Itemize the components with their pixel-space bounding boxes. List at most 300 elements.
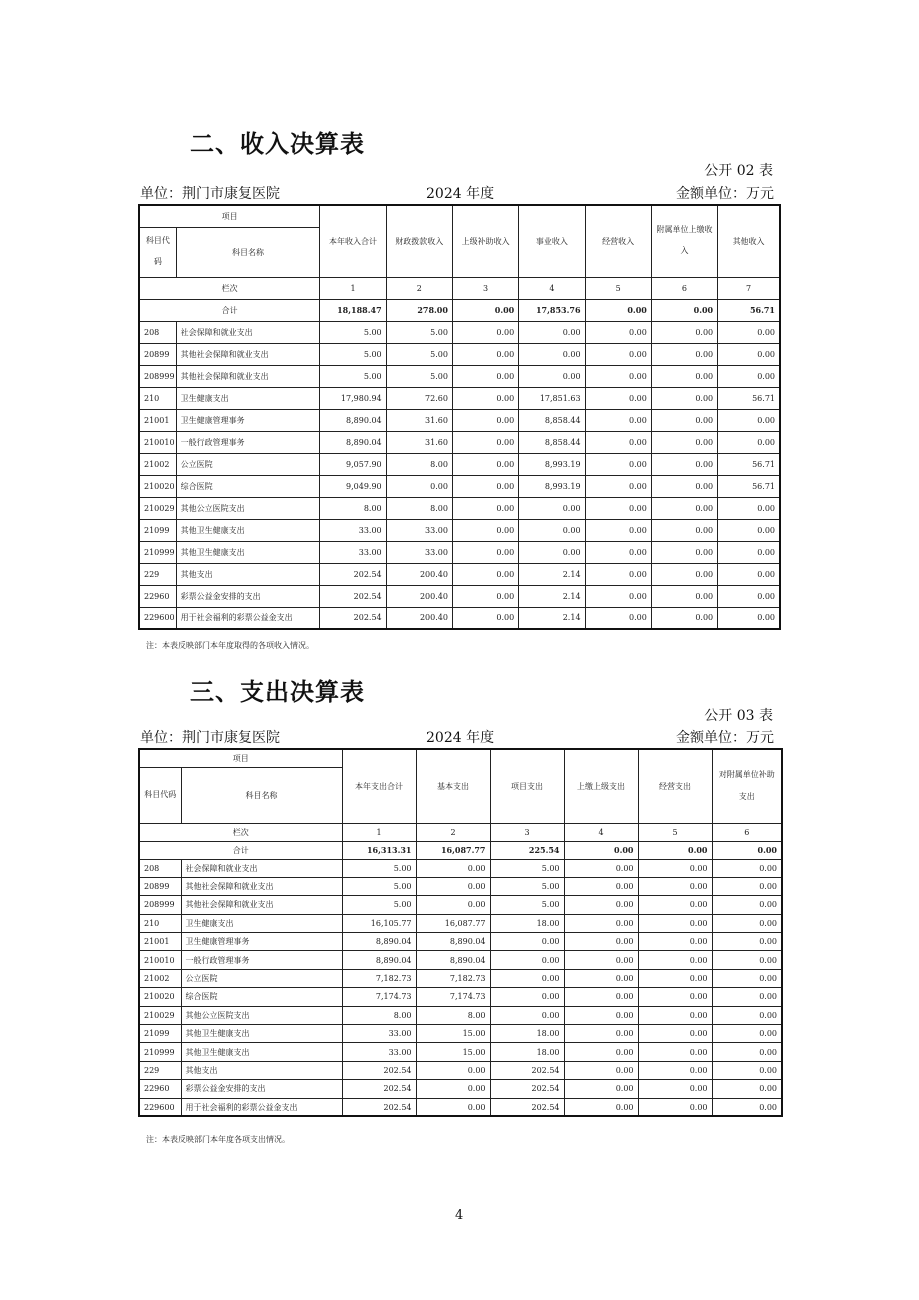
expense-row-value: 0.00 xyxy=(712,1006,782,1024)
income-row-value: 31.60 xyxy=(386,409,452,431)
income-row-value: 0.00 xyxy=(718,519,780,541)
income-col-header: 财政拨款收入 xyxy=(386,205,452,277)
income-row-value: 0.00 xyxy=(718,409,780,431)
expense-row-value: 33.00 xyxy=(342,1043,416,1061)
expense-row-value: 8,890.04 xyxy=(416,933,490,951)
expense-row-value: 202.54 xyxy=(490,1061,564,1079)
expense-row-code: 229600 xyxy=(139,1098,181,1116)
expense-row-value: 5.00 xyxy=(490,896,564,914)
expense-row-code: 229 xyxy=(139,1061,181,1079)
income-row-value: 200.40 xyxy=(386,607,452,629)
expense-row-value: 202.54 xyxy=(342,1098,416,1116)
expense-row-name: 其他卫生健康支出 xyxy=(181,1043,342,1061)
expense-row-value: 0.00 xyxy=(712,933,782,951)
income-row-value: 33.00 xyxy=(386,541,452,563)
income-row-name: 彩票公益金安排的支出 xyxy=(176,585,320,607)
expense-row-value: 0.00 xyxy=(564,1061,638,1079)
expense-row-value: 0.00 xyxy=(416,859,490,877)
income-col-header: 其他收入 xyxy=(718,205,780,277)
expense-total-value: 0.00 xyxy=(564,841,638,859)
income-row-value: 0.00 xyxy=(718,541,780,563)
income-table xyxy=(138,204,781,630)
expense-row-value: 16,105.77 xyxy=(342,914,416,932)
expense-row-value: 0.00 xyxy=(490,951,564,969)
expense-col-number: 2 xyxy=(416,823,490,841)
income-row-value: 2.14 xyxy=(519,607,585,629)
income-table-row xyxy=(139,453,780,475)
expense-row-value: 202.54 xyxy=(490,1080,564,1098)
expense-row-code: 210010 xyxy=(139,951,181,969)
income-row-value: 0.00 xyxy=(386,475,452,497)
income-row-value: 56.71 xyxy=(718,475,780,497)
income-total-value: 278.00 xyxy=(386,299,452,321)
income-row-code: 21002 xyxy=(139,453,176,475)
expense-form-number: 公开 03 表 xyxy=(704,708,773,724)
income-form-number: 公开 02 表 xyxy=(704,163,773,179)
expense-table-row xyxy=(139,877,782,895)
income-note: 注：本表反映部门本年度取得的各项收入情况。 xyxy=(146,641,314,650)
expense-row-value: 0.00 xyxy=(564,859,638,877)
income-row-name: 其他社会保障和就业支出 xyxy=(176,343,320,365)
income-row-value: 0.00 xyxy=(452,519,518,541)
income-table-row xyxy=(139,497,780,519)
income-col-header: 经营收入 xyxy=(585,205,651,277)
income-row-value: 8.00 xyxy=(320,497,386,519)
income-row-value: 0.00 xyxy=(452,585,518,607)
income-row-value: 31.60 xyxy=(386,431,452,453)
income-row-value: 0.00 xyxy=(585,409,651,431)
expense-row-value: 0.00 xyxy=(564,1025,638,1043)
expense-header-name: 科目名称 xyxy=(181,767,342,823)
income-row-code: 21001 xyxy=(139,409,176,431)
expense-row-name: 卫生健康支出 xyxy=(181,914,342,932)
expense-amount-unit-label: 金额单位：万元 xyxy=(676,730,774,746)
income-row-value: 56.71 xyxy=(718,453,780,475)
income-row-value: 0.00 xyxy=(452,497,518,519)
expense-row-value: 0.00 xyxy=(638,896,712,914)
income-row-value: 8.00 xyxy=(386,497,452,519)
income-row-value: 0.00 xyxy=(452,387,518,409)
expense-row-value: 0.00 xyxy=(564,896,638,914)
income-row-code: 208 xyxy=(139,321,176,343)
expense-row-value: 0.00 xyxy=(564,969,638,987)
expense-row-value: 0.00 xyxy=(638,914,712,932)
income-table-row xyxy=(139,409,780,431)
income-row-value: 56.71 xyxy=(718,387,780,409)
expense-row-value: 0.00 xyxy=(564,951,638,969)
income-table-row xyxy=(139,475,780,497)
expense-row-value: 0.00 xyxy=(490,969,564,987)
income-header-name: 科目名称 xyxy=(176,227,320,277)
expense-section-title: 三、支出决算表 xyxy=(190,678,365,706)
income-total-row xyxy=(139,299,780,321)
expense-row-value: 0.00 xyxy=(638,1098,712,1116)
income-row-value: 0.00 xyxy=(651,453,717,475)
income-row-value: 0.00 xyxy=(519,519,585,541)
income-row-value: 0.00 xyxy=(452,343,518,365)
income-row-value: 9,049.90 xyxy=(320,475,386,497)
income-col-number: 6 xyxy=(651,277,717,299)
expense-table-row xyxy=(139,1025,782,1043)
expense-row-name: 公立医院 xyxy=(181,969,342,987)
page-number: 4 xyxy=(455,1208,464,1223)
income-row-value: 8,858.44 xyxy=(519,431,585,453)
income-row-code: 21099 xyxy=(139,519,176,541)
income-table-row xyxy=(139,321,780,343)
expense-row-code: 210020 xyxy=(139,988,181,1006)
income-row-value: 72.60 xyxy=(386,387,452,409)
income-row-value: 0.00 xyxy=(651,431,717,453)
income-table-row xyxy=(139,343,780,365)
expense-row-value: 0.00 xyxy=(638,1025,712,1043)
income-col-number: 4 xyxy=(519,277,585,299)
income-row-name: 一般行政管理事务 xyxy=(176,431,320,453)
expense-row-value: 202.54 xyxy=(342,1080,416,1098)
expense-row-name: 其他支出 xyxy=(181,1061,342,1079)
income-table-row xyxy=(139,607,780,629)
income-row-code: 229 xyxy=(139,563,176,585)
expense-row-value: 0.00 xyxy=(712,914,782,932)
income-total-label: 合计 xyxy=(139,299,320,321)
income-row-value: 0.00 xyxy=(718,431,780,453)
expense-unit-label: 单位：荆门市康复医院 xyxy=(140,730,280,746)
expense-row-name: 其他社会保障和就业支出 xyxy=(181,877,342,895)
income-row-value: 0.00 xyxy=(452,453,518,475)
expense-row-value: 5.00 xyxy=(342,859,416,877)
expense-row-value: 5.00 xyxy=(342,896,416,914)
expense-col-header: 基本支出 xyxy=(416,749,490,823)
expense-row-code: 21099 xyxy=(139,1025,181,1043)
expense-row-value: 15.00 xyxy=(416,1043,490,1061)
expense-row-value: 0.00 xyxy=(564,877,638,895)
income-table-row xyxy=(139,387,780,409)
income-row-value: 0.00 xyxy=(452,321,518,343)
income-section-title: 二、收入决算表 xyxy=(190,130,365,158)
income-row-code: 208999 xyxy=(139,365,176,387)
income-table-row xyxy=(139,585,780,607)
income-row-name: 公立医院 xyxy=(176,453,320,475)
expense-row-value: 0.00 xyxy=(490,1006,564,1024)
income-row-code: 210010 xyxy=(139,431,176,453)
income-row-value: 0.00 xyxy=(585,497,651,519)
income-col-header: 附属单位上缴收入 xyxy=(651,205,717,277)
income-row-value: 0.00 xyxy=(585,541,651,563)
income-row-value: 0.00 xyxy=(651,343,717,365)
income-row-value: 0.00 xyxy=(519,365,585,387)
income-row-value: 0.00 xyxy=(651,519,717,541)
expense-row-value: 16,087.77 xyxy=(416,914,490,932)
income-row-code: 20899 xyxy=(139,343,176,365)
income-row-value: 5.00 xyxy=(386,343,452,365)
expense-row-value: 8,890.04 xyxy=(342,933,416,951)
expense-row-code: 210 xyxy=(139,914,181,932)
income-row-value: 0.00 xyxy=(585,431,651,453)
income-row-value: 33.00 xyxy=(386,519,452,541)
income-row-value: 202.54 xyxy=(320,607,386,629)
income-row-value: 9,057.90 xyxy=(320,453,386,475)
expense-table-row xyxy=(139,1080,782,1098)
income-year-label: 2024 年度 xyxy=(426,186,495,202)
expense-total-value: 0.00 xyxy=(712,841,782,859)
income-row-name: 其他社会保障和就业支出 xyxy=(176,365,320,387)
expense-total-value: 16,313.31 xyxy=(342,841,416,859)
income-row-value: 0.00 xyxy=(452,431,518,453)
income-row-value: 0.00 xyxy=(585,563,651,585)
income-col-number: 5 xyxy=(585,277,651,299)
expense-row-name: 其他公立医院支出 xyxy=(181,1006,342,1024)
income-row-value: 8,858.44 xyxy=(519,409,585,431)
income-row-value: 17,851.63 xyxy=(519,387,585,409)
income-row-value: 0.00 xyxy=(718,365,780,387)
income-row-value: 0.00 xyxy=(585,585,651,607)
expense-meta-row xyxy=(140,727,774,747)
expense-row-value: 0.00 xyxy=(712,988,782,1006)
expense-row-code: 208 xyxy=(139,859,181,877)
income-row-value: 200.40 xyxy=(386,563,452,585)
income-row-value: 5.00 xyxy=(320,365,386,387)
expense-row-value: 18.00 xyxy=(490,914,564,932)
expense-row-value: 5.00 xyxy=(342,877,416,895)
income-row-code: 210999 xyxy=(139,541,176,563)
expense-table-row xyxy=(139,1061,782,1079)
income-col-header: 上级补助收入 xyxy=(452,205,518,277)
income-col-header: 本年收入合计 xyxy=(320,205,386,277)
income-row-value: 0.00 xyxy=(452,541,518,563)
income-row-value: 0.00 xyxy=(651,409,717,431)
income-col-number: 2 xyxy=(386,277,452,299)
expense-row-code: 22960 xyxy=(139,1080,181,1098)
expense-row-value: 0.00 xyxy=(638,1043,712,1061)
expense-row-name: 卫生健康管理事务 xyxy=(181,933,342,951)
expense-row-value: 0.00 xyxy=(564,988,638,1006)
expense-row-value: 0.00 xyxy=(564,914,638,932)
expense-row-value: 18.00 xyxy=(490,1025,564,1043)
income-row-value: 0.00 xyxy=(452,563,518,585)
income-row-value: 0.00 xyxy=(519,541,585,563)
expense-total-label: 合计 xyxy=(139,841,342,859)
expense-row-value: 18.00 xyxy=(490,1043,564,1061)
income-row-code: 210 xyxy=(139,387,176,409)
expense-col-number: 5 xyxy=(638,823,712,841)
income-table-row xyxy=(139,541,780,563)
income-row-value: 0.00 xyxy=(651,365,717,387)
income-row-value: 5.00 xyxy=(386,321,452,343)
expense-row-value: 8.00 xyxy=(416,1006,490,1024)
income-row-value: 0.00 xyxy=(585,343,651,365)
income-row-value: 0.00 xyxy=(718,497,780,519)
expense-row-name: 彩票公益金安排的支出 xyxy=(181,1080,342,1098)
expense-row-value: 0.00 xyxy=(638,969,712,987)
income-row-value: 0.00 xyxy=(585,365,651,387)
income-row-value: 0.00 xyxy=(651,541,717,563)
expense-table-row xyxy=(139,896,782,914)
income-header-project: 项目 xyxy=(139,205,320,227)
expense-header-lanci: 栏次 xyxy=(139,823,342,841)
income-header-lanci: 栏次 xyxy=(139,277,320,299)
expense-total-row xyxy=(139,841,782,859)
expense-col-header: 本年支出合计 xyxy=(342,749,416,823)
income-row-name: 其他卫生健康支出 xyxy=(176,541,320,563)
expense-col-header: 对附属单位补助支出 xyxy=(712,749,782,823)
expense-header-code: 科目代码 xyxy=(139,767,181,823)
expense-table-row xyxy=(139,1006,782,1024)
income-row-value: 0.00 xyxy=(585,475,651,497)
expense-row-value: 8.00 xyxy=(342,1006,416,1024)
expense-row-value: 0.00 xyxy=(712,1025,782,1043)
expense-row-name: 其他卫生健康支出 xyxy=(181,1025,342,1043)
expense-row-value: 0.00 xyxy=(712,969,782,987)
income-total-value: 17,853.76 xyxy=(519,299,585,321)
expense-row-value: 7,182.73 xyxy=(416,969,490,987)
income-total-value: 0.00 xyxy=(452,299,518,321)
income-row-value: 0.00 xyxy=(651,387,717,409)
income-row-code: 210020 xyxy=(139,475,176,497)
expense-total-value: 225.54 xyxy=(490,841,564,859)
expense-row-value: 0.00 xyxy=(416,1080,490,1098)
expense-col-number: 1 xyxy=(342,823,416,841)
expense-row-value: 0.00 xyxy=(638,933,712,951)
income-row-value: 8.00 xyxy=(386,453,452,475)
income-row-value: 17,980.94 xyxy=(320,387,386,409)
expense-row-value: 0.00 xyxy=(712,896,782,914)
income-row-value: 0.00 xyxy=(651,563,717,585)
expense-row-value: 7,174.73 xyxy=(342,988,416,1006)
expense-row-value: 0.00 xyxy=(712,951,782,969)
expense-row-name: 社会保障和就业支出 xyxy=(181,859,342,877)
income-row-value: 0.00 xyxy=(452,607,518,629)
expense-row-code: 208999 xyxy=(139,896,181,914)
income-row-value: 5.00 xyxy=(320,343,386,365)
expense-row-value: 33.00 xyxy=(342,1025,416,1043)
income-row-name: 其他卫生健康支出 xyxy=(176,519,320,541)
expense-row-name: 一般行政管理事务 xyxy=(181,951,342,969)
expense-row-value: 0.00 xyxy=(490,933,564,951)
income-amount-unit-label: 金额单位：万元 xyxy=(676,186,774,202)
income-row-code: 210029 xyxy=(139,497,176,519)
income-row-value: 5.00 xyxy=(386,365,452,387)
expense-row-value: 0.00 xyxy=(638,1080,712,1098)
expense-row-name: 用于社会福利的彩票公益金支出 xyxy=(181,1098,342,1116)
expense-total-value: 16,087.77 xyxy=(416,841,490,859)
income-row-value: 0.00 xyxy=(651,475,717,497)
income-row-value: 0.00 xyxy=(651,585,717,607)
expense-row-value: 0.00 xyxy=(638,951,712,969)
income-row-value: 8,890.04 xyxy=(320,409,386,431)
expense-row-value: 0.00 xyxy=(638,859,712,877)
income-unit-label: 单位：荆门市康复医院 xyxy=(140,186,280,202)
expense-row-value: 0.00 xyxy=(638,1061,712,1079)
income-row-name: 其他支出 xyxy=(176,563,320,585)
income-row-value: 0.00 xyxy=(651,321,717,343)
income-header-code: 科目代码 xyxy=(139,227,176,277)
expense-row-value: 5.00 xyxy=(490,877,564,895)
expense-row-value: 15.00 xyxy=(416,1025,490,1043)
expense-row-value: 0.00 xyxy=(416,1061,490,1079)
income-row-value: 0.00 xyxy=(452,409,518,431)
income-row-value: 0.00 xyxy=(585,321,651,343)
expense-total-value: 0.00 xyxy=(638,841,712,859)
income-row-value: 8,890.04 xyxy=(320,431,386,453)
income-row-value: 202.54 xyxy=(320,585,386,607)
expense-table-row xyxy=(139,951,782,969)
expense-row-name: 其他社会保障和就业支出 xyxy=(181,896,342,914)
expense-row-value: 5.00 xyxy=(490,859,564,877)
income-row-value: 0.00 xyxy=(452,365,518,387)
income-row-value: 33.00 xyxy=(320,519,386,541)
expense-row-value: 0.00 xyxy=(416,877,490,895)
income-row-value: 0.00 xyxy=(718,607,780,629)
income-row-value: 0.00 xyxy=(585,519,651,541)
expense-header-project: 项目 xyxy=(139,749,342,767)
income-row-value: 2.14 xyxy=(519,585,585,607)
income-col-number: 7 xyxy=(718,277,780,299)
income-table-row xyxy=(139,519,780,541)
expense-table-row xyxy=(139,988,782,1006)
expense-table-row xyxy=(139,933,782,951)
expense-row-value: 7,174.73 xyxy=(416,988,490,1006)
income-total-value: 18,188.47 xyxy=(320,299,386,321)
income-row-value: 0.00 xyxy=(718,343,780,365)
income-total-value: 0.00 xyxy=(651,299,717,321)
expense-row-code: 21001 xyxy=(139,933,181,951)
expense-row-value: 0.00 xyxy=(712,1080,782,1098)
income-row-name: 用于社会福利的彩票公益金支出 xyxy=(176,607,320,629)
expense-table-row xyxy=(139,969,782,987)
expense-table-row xyxy=(139,914,782,932)
expense-row-value: 202.54 xyxy=(342,1061,416,1079)
expense-table-row xyxy=(139,859,782,877)
income-table-row xyxy=(139,431,780,453)
expense-row-value: 0.00 xyxy=(564,1098,638,1116)
expense-row-code: 210999 xyxy=(139,1043,181,1061)
expense-row-value: 0.00 xyxy=(638,988,712,1006)
income-col-number: 1 xyxy=(320,277,386,299)
expense-col-number: 3 xyxy=(490,823,564,841)
expense-col-number: 4 xyxy=(564,823,638,841)
expense-row-value: 8,890.04 xyxy=(342,951,416,969)
income-row-value: 0.00 xyxy=(585,387,651,409)
income-row-value: 202.54 xyxy=(320,563,386,585)
expense-col-header: 项目支出 xyxy=(490,749,564,823)
income-row-name: 综合医院 xyxy=(176,475,320,497)
income-row-value: 8,993.19 xyxy=(519,453,585,475)
income-row-name: 卫生健康支出 xyxy=(176,387,320,409)
expense-row-code: 210029 xyxy=(139,1006,181,1024)
income-row-value: 2.14 xyxy=(519,563,585,585)
income-row-value: 0.00 xyxy=(585,453,651,475)
expense-row-code: 20899 xyxy=(139,877,181,895)
expense-row-code: 21002 xyxy=(139,969,181,987)
expense-row-value: 0.00 xyxy=(564,1006,638,1024)
expense-row-value: 0.00 xyxy=(712,1043,782,1061)
expense-row-value: 0.00 xyxy=(712,1061,782,1079)
income-row-value: 0.00 xyxy=(452,475,518,497)
income-row-value: 0.00 xyxy=(651,607,717,629)
income-row-code: 229600 xyxy=(139,607,176,629)
income-meta-row xyxy=(140,183,774,203)
expense-row-value: 0.00 xyxy=(712,859,782,877)
income-row-value: 0.00 xyxy=(585,607,651,629)
expense-row-value: 8,890.04 xyxy=(416,951,490,969)
income-row-name: 社会保障和就业支出 xyxy=(176,321,320,343)
income-table-row xyxy=(139,563,780,585)
income-row-value: 0.00 xyxy=(718,563,780,585)
expense-row-value: 0.00 xyxy=(638,877,712,895)
expense-note: 注：本表反映部门本年度各项支出情况。 xyxy=(146,1135,290,1144)
income-row-value: 8,993.19 xyxy=(519,475,585,497)
expense-table-row xyxy=(139,1098,782,1116)
income-row-value: 0.00 xyxy=(718,585,780,607)
